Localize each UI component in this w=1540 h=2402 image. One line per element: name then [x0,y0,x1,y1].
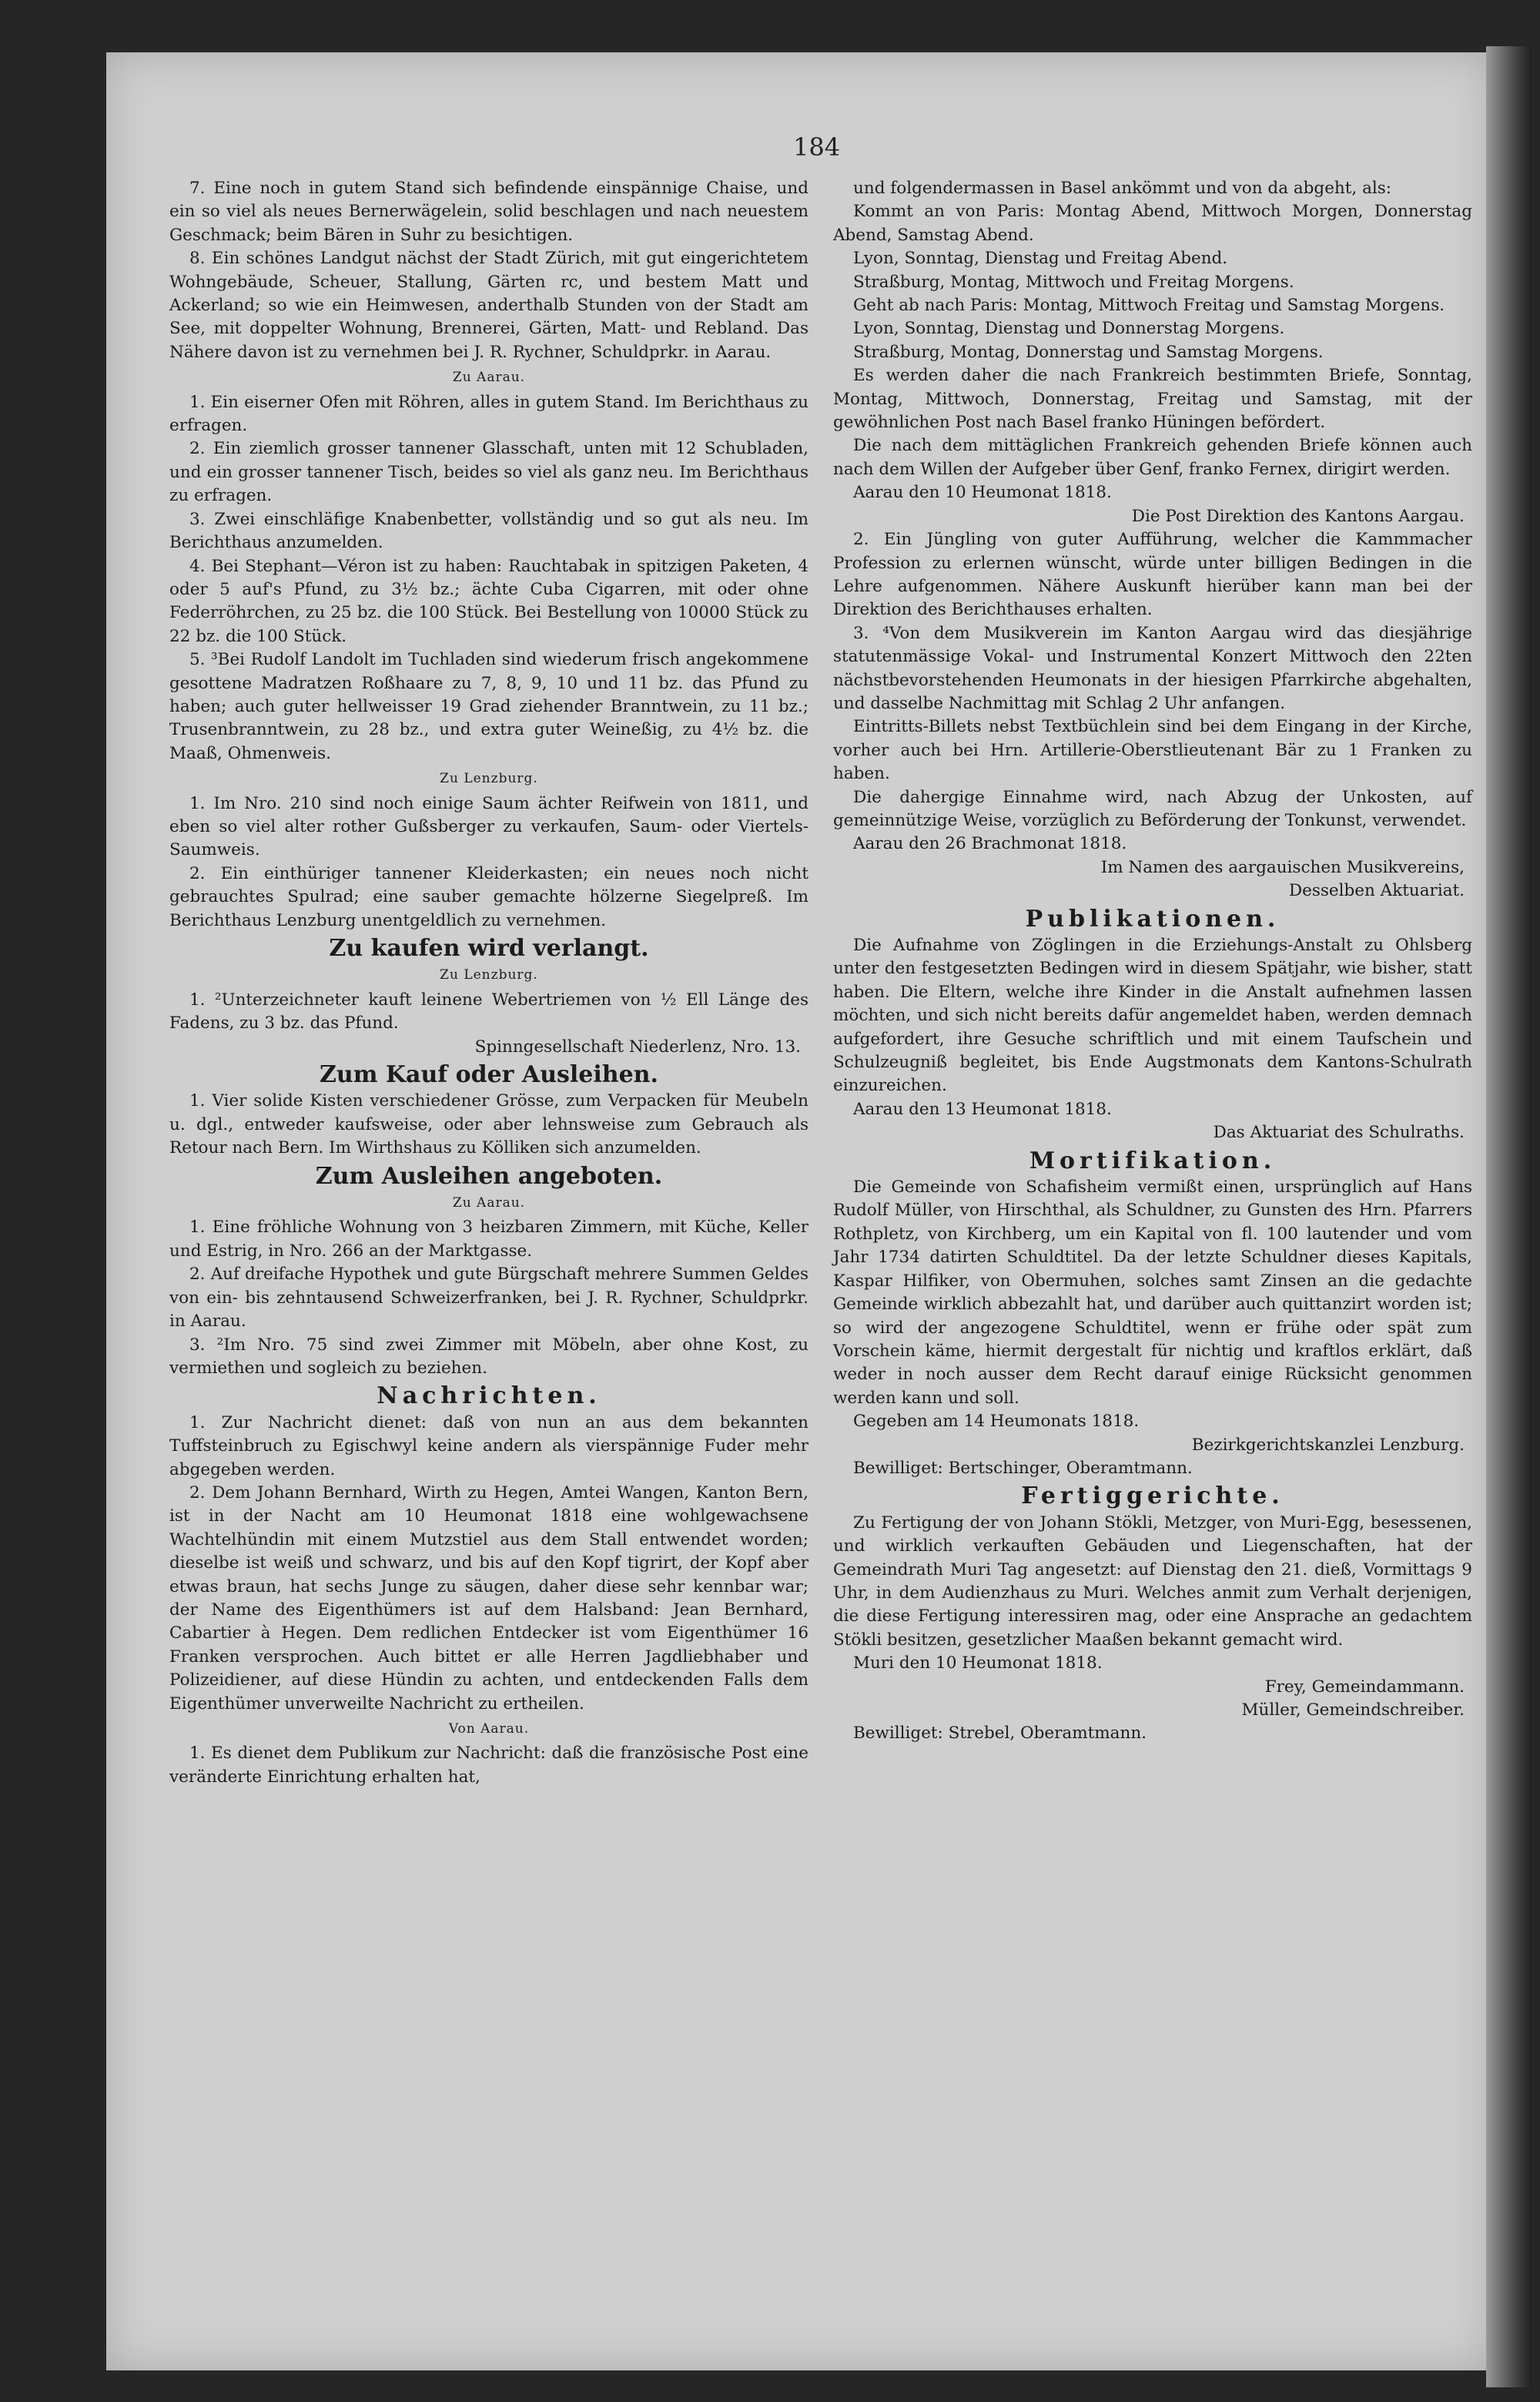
paragraph: 7. Eine noch in gutem Stand sich befindende einspännige Chaise, und ein so viel als neues Bernerwägelein, solid beschlagen und nach neuestem Geschmack; beim Bären in Suhr zu besichtigen. [169,179,808,245]
paragraph: Aarau den 10 Heumonat 1818. [853,483,1112,503]
paragraph: Die Aufnahme von Zöglingen in die Erziehungs-Anstalt zu Ohlsberg unter den festgesetzten Bedingen wird in diesem Spätjahr, wie bisher, statt haben. Die Eltern, welche ihre Kinder in die Anstalt aufnehmen lassen möchten, und sich nicht bereits dafür angemeldet haben, werden demnach aufgefordert, ihre Gesuche schriftlich und mit einem Taufschein und Schulzeugniß begleitet, bis Ende Augstmonats dem Kantons-Schulrath einzureichen. [833,936,1472,1096]
paragraph: Es werden daher die nach Frankreich bestimmten Briefe, Sonntag, Montag, Mittwoch, Donnerstag, Freitag und Samstag, mit der gewöhnlichen Post nach Basel franko Hüningen befördert. [833,366,1472,433]
right-column [833,177,1472,1746]
location-subheading: Zu Aarau. [452,1195,526,1211]
paragraph: 1. Es dienet dem Publikum zur Nachricht: daß die französische Post eine veränderte Einrichtung erhalten hat, [169,1744,808,1787]
signature-line: Desselben Aktuariat. [1288,881,1465,901]
paragraph: 1. ²Unterzeichneter kauft leinene Webertriemen von ½ Ell Länge des Fadens, zu 3 bz. das Pfund. [169,990,808,1033]
paragraph: Bewilliget: Bertschinger, Oberamtmann. [853,1458,1193,1478]
paragraph: 2. Dem Johann Bernhard, Wirth zu Hegen, Amtei Wangen, Kanton Bern, ist in der Nacht am 10 Heumonat 1818 eine wohlgewachsene Wachtelhündin mit einem Mutzstiel aus dem Stall entwendet worden; dieselbe ist weiß und schwarz, und bis auf den Kopf tigrirt, der Kopf aber etwas braun, hat sechs Junge zu säugen, daher diese sehr kennbar war; der Name des Eigenthümers ist auf dem Halsband: Jean Bernhard, Cabartier à Hegen. Dem redlichen Entdecker ist vom Eigenthümer 16 Franken versprochen. Auch bittet er alle Herren Jagdliebhaber und Polizeidiener, auf diese Hündin zu achten, und entdeckenden Falls dem Eigenthümer unverweilte Nachricht zu ertheilen. [169,1482,808,1714]
paragraph: 1. Zur Nachricht dienet: daß von nun an aus dem bekannten Tuffsteinbruch zu Egischwyl keine andern als vierspännige Fuder mehr abgegeben werden. [169,1412,808,1479]
location-subheading: Zu Lenzburg. [440,771,538,787]
book-spine [1486,46,1532,2387]
paragraph: Eintritts-Billets nebst Textbüchlein sind bei dem Eingang in der Kirche, vorher auch bei Hrn. Artillerie-Oberstlieutenant Bär zu 1 Franken zu haben. [833,717,1472,784]
paragraph: Straßburg, Montag, Mittwoch und Freitag Morgens. [853,272,1294,292]
paragraph: und folgendermassen in Basel ankömmt und von da abgeht, als: [853,179,1392,198]
section-heading: Publikationen. [1025,905,1281,933]
paragraph: Geht ab nach Paris: Montag, Mittwoch Freitag und Samstag Morgens. [853,296,1445,316]
paragraph: Gegeben am 14 Heumonats 1818. [853,1412,1140,1432]
paragraph: 2. Ein Jüngling von guter Aufführung, welcher die Kammmacher Profession zu erlernen wünscht, würde unter billigen Bedingen in die Lehre aufgenommen. Nähere Auskunft hierüber kann man bei der Direktion des Berichthauses erhalten. [833,530,1472,620]
left-column [169,177,808,1789]
paragraph: 8. Ein schönes Landgut nächst der Stadt Zürich, mit gut eingerichtetem Wohngebäude, Scheuer, Stallung, Gärten rc, und bestem Matt und Ackerland; so wie ein Heimwesen, anderthalb Stunden von der Stadt am See, mit doppelter Wohnung, Brennerei, Gärten, Matt- und Rebland. Das Nähere davon ist zu vernehmen bei J. R. Rychner, Schuldprkr. in Aarau. [169,249,808,362]
signature-line: Bezirkgerichtskanzlei Lenzburg. [1191,1435,1465,1455]
section-heading: Zum Ausleihen angeboten. [315,1162,663,1190]
signature-line: Spinngesellschaft Niederlenz, Nro. 13. [474,1037,801,1057]
paragraph: 3. ²Im Nro. 75 sind zwei Zimmer mit Möbeln, aber ohne Kost, zu vermiethen und sogleich zu beziehen. [169,1335,808,1378]
paragraph: Aarau den 26 Brachmonat 1818. [853,834,1127,854]
paragraph: Straßburg, Montag, Donnerstag und Samstag Morgens. [853,342,1324,362]
paragraph: Aarau den 13 Heumonat 1818. [853,1099,1112,1119]
paragraph: Lyon, Sonntag, Dienstag und Freitag Abend. [853,249,1228,269]
paragraph: 2. Ein einthüriger tannener Kleiderkasten; ein neues noch nicht gebrauchtes Spulrad; eine sauber gemachte hölzerne Siegelpreß. Im Berichthaus Lenzburg unentgeldlich zu vernehmen. [169,863,808,930]
paragraph: 1. Vier solide Kisten verschiedener Grösse, zum Verpacken für Meubeln u. dgl., entweder kaufsweise, oder aber lehnsweise zum Gebrauch als Retour nach Bern. Im Wirthshaus zu Kölliken sich anzumelden. [169,1091,808,1158]
location-subheading: Von Aarau. [448,1721,530,1737]
paragraph: Zu Fertigung der von Johann Stökli, Metzger, von Muri-Egg, besessenen, und wirklich verkauften Gebäuden und Liegenschaften, hat der Gemeindrath Muri Tag angesetzt: auf Dienstag den 21. dieß, Vormittags 9 Uhr, in dem Audienzhaus zu Muri. Welches anmit zum Verhalt derjenigen, die diese Fertigung interessiren mag, oder eine Ansprache an gedachtem Stökli besitzen, gesetzlicher Maaßen bekannt gemacht wird. [833,1513,1472,1650]
section-heading: Nachrichten. [377,1382,601,1410]
signature-line: Das Aktuariat des Schulraths. [1213,1123,1465,1143]
paragraph: Muri den 10 Heumonat 1818. [853,1653,1103,1673]
section-heading: Mortifikation. [1029,1147,1277,1174]
signature-line: Müller, Gemeindschreiber. [1241,1700,1465,1720]
paragraph: 5. ³Bei Rudolf Landolt im Tuchladen sind wiederum frisch angekommene gesottene Madratzen Roßhaare zu 7, 8, 9, 10 und 11 bz. das Pfund zu haben; auch guter hellweisser 19 Grad ziehender Branntwein, zu 11 bz.; Trusenbranntwein, zu 28 bz., und extra guter Weineßig, zu 4½ bz. die Maaß, Ohmenweis. [169,650,808,763]
paragraph: Bewilliget: Strebel, Oberamtmann. [853,1724,1147,1744]
paragraph: 4. Bei Stephant—Véron ist zu haben: Rauchtabak in spitzigen Paketen, 4 oder 5 auf's Pfund, zu 3½ bz.; ächte Cuba Cigarren, mit oder ohne Federröhrchen, zu 25 bz. die 100 Stück. Bei Bestellung von 10000 Stück zu 22 bz. die 100 Stück. [169,556,808,646]
paragraph: Die dahergige Einnahme wird, nach Abzug der Unkosten, auf gemeinnützige Weise, vorzüglich zu Beförderung der Tonkunst, verwendet. [833,787,1472,830]
paragraph: Kommt an von Paris: Montag Abend, Mittwoch Morgen, Donnerstag Abend, Samstag Abend. [833,202,1472,245]
paragraph: 1. Eine fröhliche Wohnung von 3 heizbaren Zimmern, mit Küche, Keller und Estrig, in Nro. 266 an der Marktgasse. [169,1218,808,1261]
section-heading: Zu kaufen wird verlangt. [329,935,649,962]
signature-line: Frey, Gemeindammann. [1264,1677,1465,1697]
location-subheading: Zu Aarau. [452,370,526,386]
section-heading: Zum Kauf oder Ausleihen. [320,1061,658,1089]
paragraph: Die nach dem mittäglichen Frankreich gehenden Briefe können auch nach dem Willen der Aufgeber über Genf, franko Fernex, dirigirt werden. [833,436,1472,479]
section-heading: Fertiggerichte. [1021,1482,1284,1510]
signature-line: Im Namen des aargauischen Musikvereins, [1100,857,1465,877]
paragraph: 1. Im Nro. 210 sind noch einige Saum ächter Reifwein von 1811, und eben so viel alter rother Gußsberger zu verkaufen, Saum- oder Viertels-Saumweis. [169,793,808,860]
location-subheading: Zu Lenzburg. [440,967,538,983]
signature-line: Die Post Direktion des Kantons Aargau. [1131,506,1465,526]
paragraph: 3. ⁴Von dem Musikverein im Kanton Aargau wird das diesjährige statutenmässige Vokal- und Instrumental Konzert Mittwoch den 22ten nächstbevorstehenden Heumonats in der hiesigen Pfarrkirche abgehalten, und dasselbe Nachmittag mit Schlag 2 Uhr anfangen. [833,623,1472,713]
page-number: 184 [793,132,841,162]
paragraph: Lyon, Sonntag, Dienstag und Donnerstag Morgens. [853,319,1285,339]
paragraph: 2. Ein ziemlich grosser tannener Glasschaft, unten mit 12 Schubladen, und ein grosser tannener Tisch, beides so viel als ganz neu. Im Berichthaus zu erfragen. [169,439,808,506]
paragraph: 3. Zwei einschläfige Knabenbetter, vollständig und so gut als neu. Im Berichthaus anzumelden. [169,509,808,553]
paragraph: 2. Auf dreifache Hypothek und gute Bürgschaft mehrere Summen Geldes von ein- bis zehntausend Schweizerfranken, bei J. R. Rychner, Schuldprkr. in Aarau. [169,1265,808,1332]
paragraph: 1. Ein eiserner Ofen mit Röhren, alles in gutem Stand. Im Berichthaus zu erfragen. [169,392,808,436]
paragraph: Die Gemeinde von Schafisheim vermißt einen, ursprünglich auf Hans Rudolf Müller, von Hirschthal, als Schuldner, zu Gunsten des Hrn. Pfarrers Rothpletz, von Kirchberg, um ein Kapital von fl. 100 lautender und vom Jahr 1734 datirten Schuldtitel. Da der letzte Schuldner dieses Kapitals, Kaspar Hilfiker, von Obermuhen, solches samt Zinsen an die gedachte Gemeinde wirklich abbezahlt hat, und darüber auch quittanzirt worden ist; so wird der angezogene Schuldtitel, wenn er frühe oder spät zum Vorschein käme, hiermit dergestalt für nichtig und kraftlos erklärt, daß weder in noch ausser dem Recht darauf einige Rücksicht genommen werden kann und soll. [833,1178,1472,1408]
